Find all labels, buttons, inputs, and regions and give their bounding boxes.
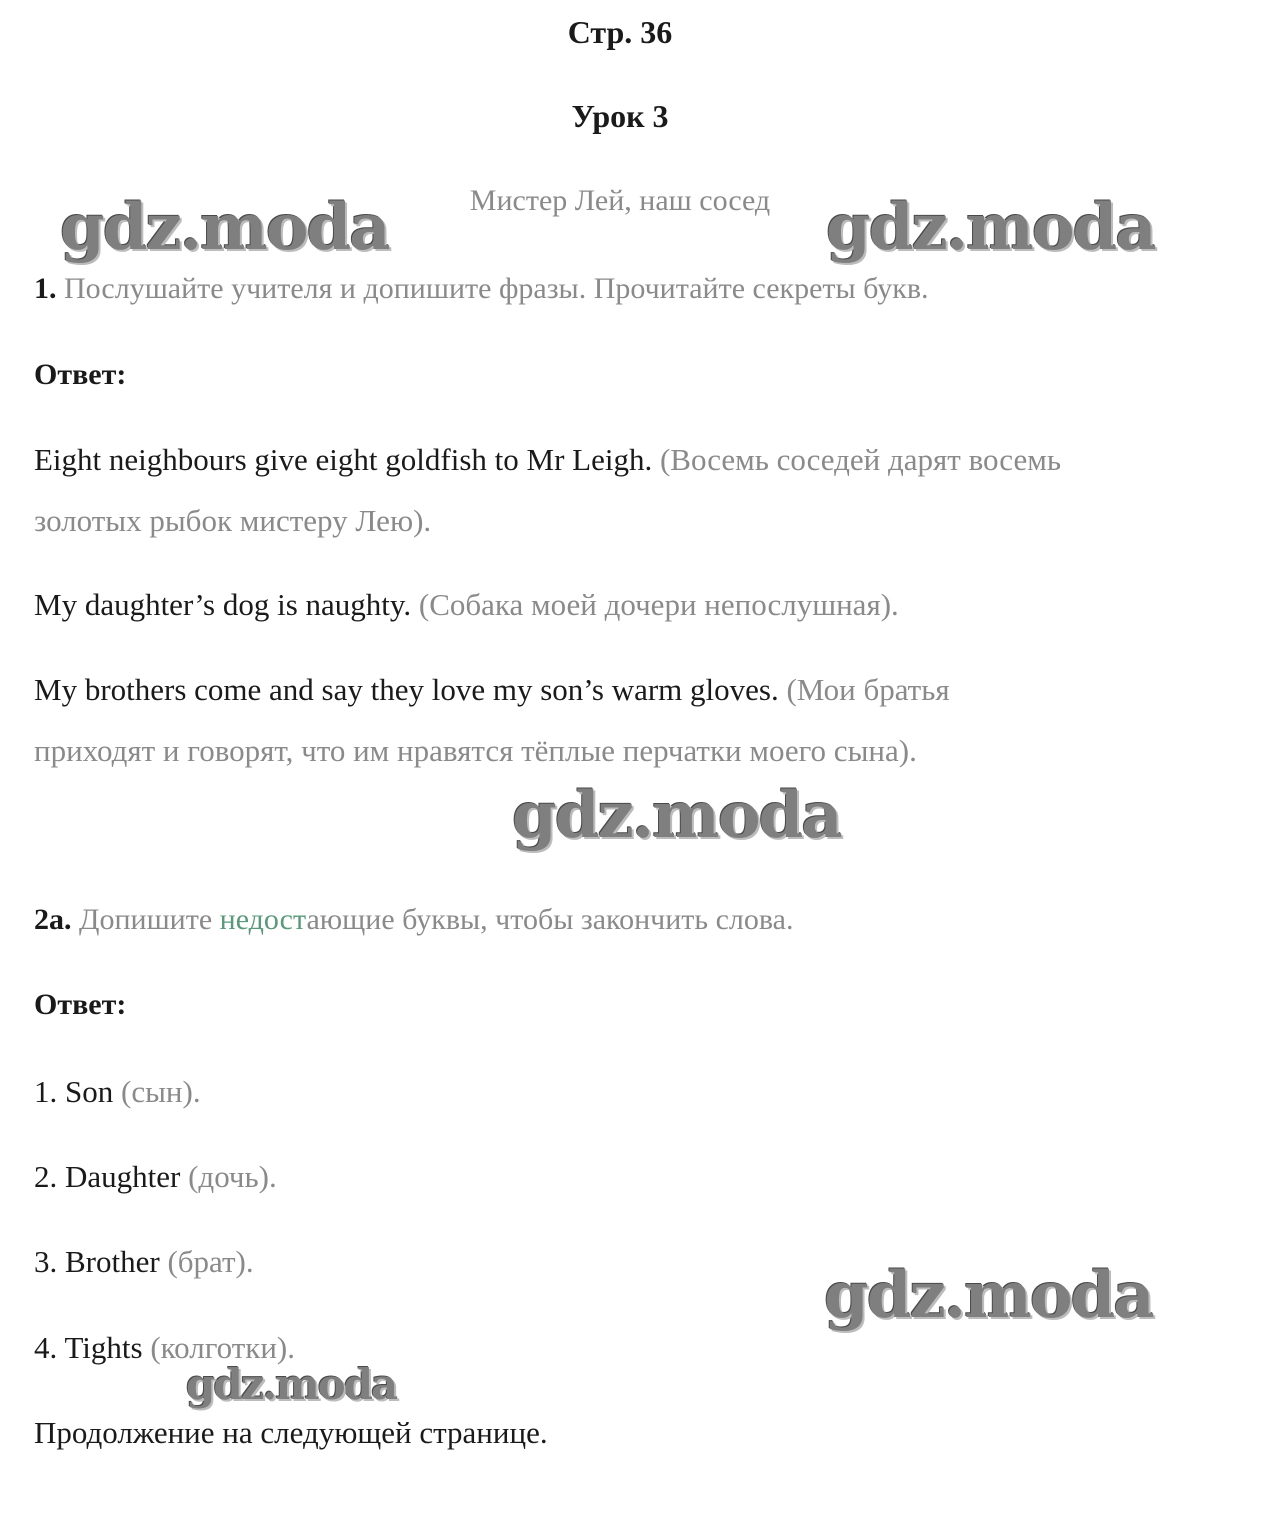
continuation-note: Продолжение на следующей странице.: [34, 1415, 548, 1450]
word-translation: (дочь).: [188, 1159, 277, 1194]
answer-label: Ответ:: [34, 988, 127, 1021]
word: 1. Son: [34, 1074, 114, 1109]
translation-continued: приходят и говорят, что им нравятся тёплые перчатки моего сына).: [34, 733, 917, 768]
task-text: Послушайте учителя и допишите фразы. Прочитайте секреты букв.: [64, 272, 929, 305]
task-text-start: Допишите: [79, 903, 220, 936]
answer-sentence: [34, 587, 899, 623]
translation: (Мои братья: [786, 672, 950, 707]
translation: (Восемь соседей дарят восемь: [659, 442, 1061, 477]
word-translation: (сын).: [121, 1074, 201, 1109]
watermark-logo: gdz.moda: [824, 1258, 1153, 1333]
task-text: [79, 903, 793, 936]
task-1-instruction: [34, 272, 929, 306]
english-sentence: My brothers come and say they love my son’s warm gloves.: [34, 672, 779, 707]
task-number: 1.: [34, 272, 57, 305]
word: 2. Daughter: [34, 1159, 181, 1194]
page-number: Стр. 36: [567, 14, 673, 50]
list-item: [34, 1244, 254, 1280]
task-text-end: ающие буквы, чтобы закончить слова.: [306, 903, 794, 936]
lesson-title: Урок 3: [571, 98, 669, 134]
task-2a-instruction: [34, 903, 793, 937]
translation: (Собака моей дочери непослушная).: [418, 587, 899, 622]
answer-label: Ответ:: [34, 358, 127, 391]
word: 4. Tights: [34, 1330, 143, 1365]
watermark-logo: gdz.moda: [512, 778, 841, 853]
word-translation: (колготки).: [150, 1330, 296, 1365]
translation-continued: золотых рыбок мистеру Лею).: [34, 503, 432, 538]
word-translation: (брат).: [167, 1244, 254, 1279]
watermark-logo: gdz.moda: [826, 190, 1155, 265]
list-item: [34, 1330, 295, 1366]
answer-sentence: [34, 442, 1061, 478]
task-text-highlight: недост: [219, 903, 307, 936]
word: 3. Brother: [34, 1244, 160, 1279]
english-sentence: Eight neighbours give eight goldfish to Mr Leigh.: [34, 442, 653, 477]
task-number: 2a.: [34, 903, 72, 936]
list-item: [34, 1159, 277, 1195]
watermark-logo: gdz.moda: [60, 190, 389, 265]
answer-sentence: [34, 672, 950, 708]
english-sentence: My daughter’s dog is naughty.: [34, 587, 412, 622]
list-item: [34, 1074, 201, 1110]
watermark-logo: gdz.moda: [186, 1360, 397, 1409]
lesson-subtitle: Мистер Лей, наш сосед: [469, 184, 771, 217]
